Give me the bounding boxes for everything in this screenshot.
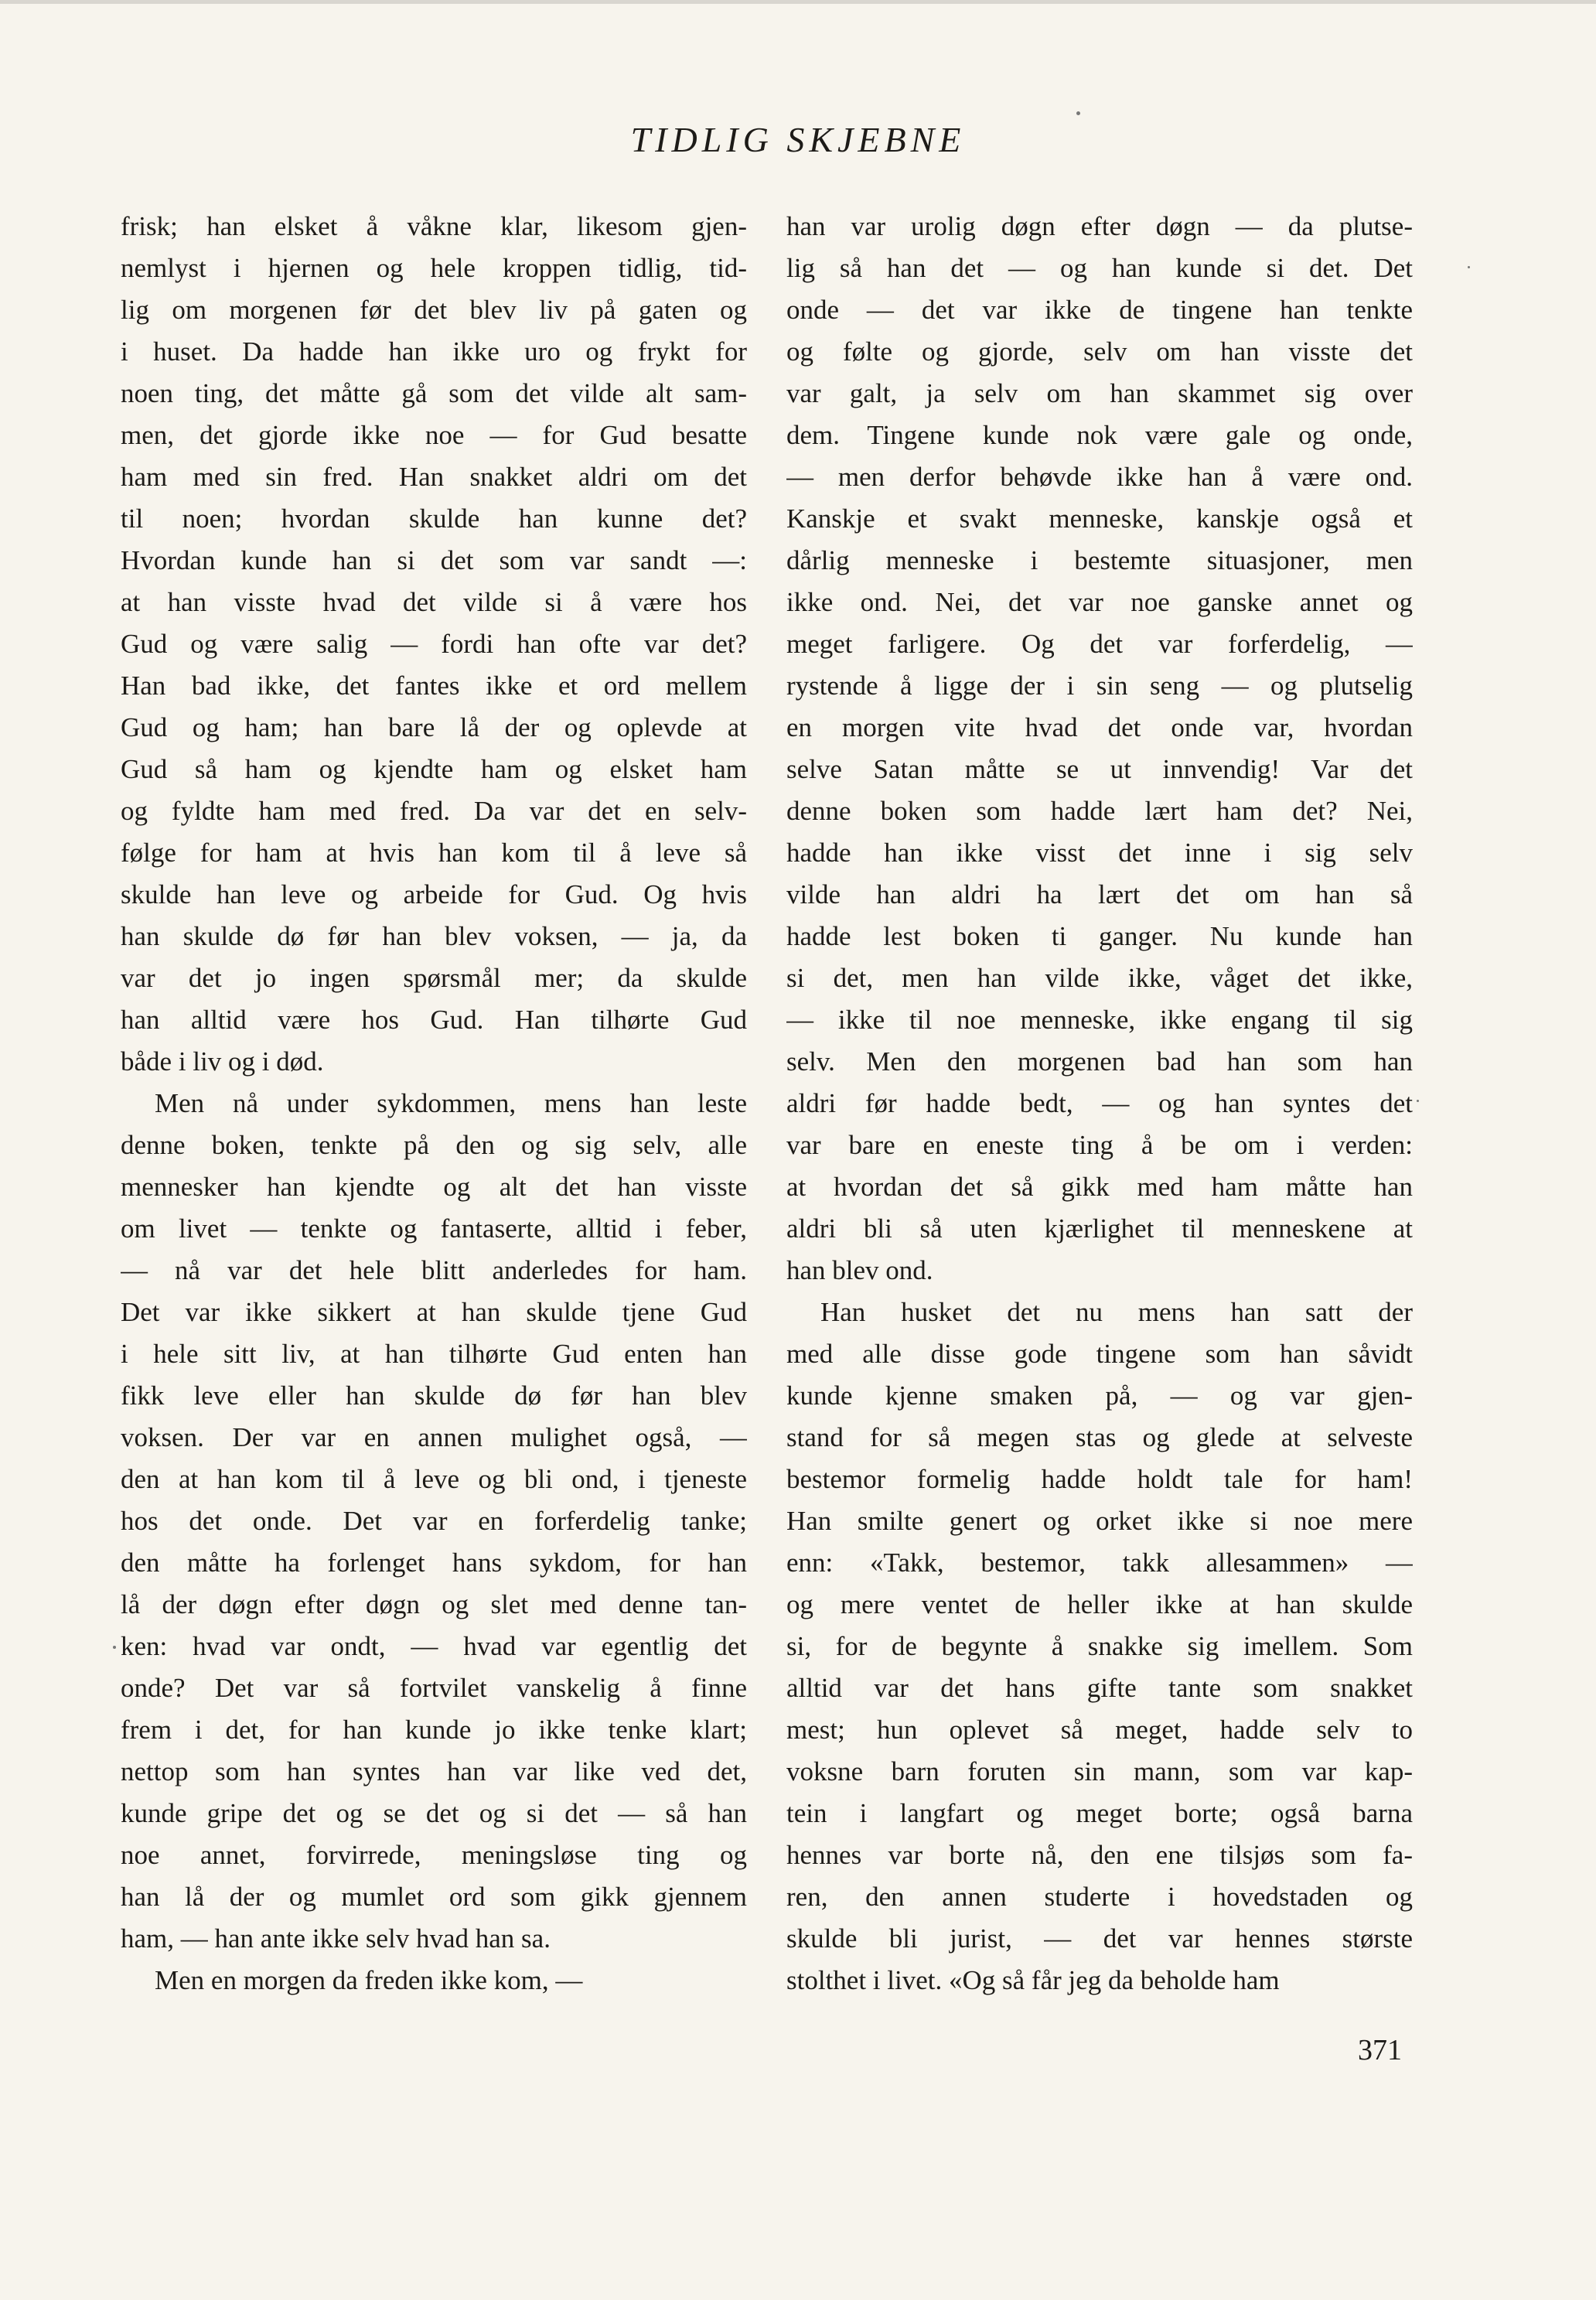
- text-line: Han bad ikke, det fantes ikke et ord mellem: [121, 671, 747, 701]
- text-line: kunde kjenne smaken på, — og var gjen-: [786, 1380, 1413, 1411]
- text-line: han blev ond.: [786, 1255, 933, 1285]
- text-line: noe annet, forvirrede, meningsløse ting og: [121, 1840, 747, 1870]
- print-speck: [1417, 1100, 1419, 1102]
- text-line: ham med sin fred. Han snakket aldri om det: [121, 462, 747, 492]
- text-line: Han smilte genert og orket ikke si noe mere: [786, 1506, 1413, 1536]
- text-line: aldri før hadde bedt, — og han syntes det: [786, 1088, 1413, 1118]
- text-line: han lå der og mumlet ord som gikk gjennem: [121, 1882, 747, 1912]
- text-line: den måtte ha forlenget hans sykdom, for han: [121, 1548, 747, 1578]
- text-line: mennesker han kjendte og alt det han visste: [121, 1172, 747, 1202]
- text-line: vilde han aldri ha lært det om han så: [786, 879, 1413, 909]
- text-line: skulde bli jurist, — det var hennes største: [786, 1923, 1413, 1954]
- text-line: ham, — han ante ikke selv hvad han sa.: [121, 1923, 551, 1954]
- text-line: både i liv og i død.: [121, 1046, 324, 1077]
- text-line: og fyldte ham med fred. Da var det en selv-: [121, 796, 747, 826]
- left-text-column: [121, 206, 747, 2001]
- text-line: lå der døgn efter døgn og slet med denne tan-: [121, 1589, 747, 1619]
- text-line: onde — det var ikke de tingene han tenkte: [786, 295, 1413, 325]
- text-line: fikk leve eller han skulde dø før han blev: [121, 1380, 747, 1411]
- text-line: hadde han ikke visst det inne i sig selv: [786, 838, 1413, 868]
- text-line: rystende å ligge der i sin seng — og plutselig: [786, 671, 1413, 701]
- text-line: han skulde dø før han blev voksen, — ja, da: [121, 921, 747, 951]
- text-line: en morgen vite hvad det onde var, hvordan: [786, 712, 1413, 742]
- text-line: denne boken, tenkte på den og sig selv, alle: [121, 1130, 747, 1160]
- text-line: ikke ond. Nei, det var noe ganske annet og: [786, 587, 1413, 617]
- text-line: og følte og gjorde, selv om han visste det: [786, 336, 1413, 367]
- text-line: og mere ventet de heller ikke at han skulde: [786, 1589, 1413, 1619]
- text-line: voksen. Der var en annen mulighet også, —: [121, 1422, 747, 1452]
- print-speck: [113, 1646, 116, 1649]
- text-line: denne boken som hadde lært ham det? Nei,: [786, 796, 1413, 826]
- text-line: nettop som han syntes han var like ved det,: [121, 1756, 747, 1786]
- text-line: mest; hun oplevet så meget, hadde selv to: [786, 1715, 1413, 1745]
- text-line: — ikke til noe menneske, ikke engang til sig: [786, 1005, 1413, 1035]
- text-line: — nå var det hele blitt anderledes for ham.: [121, 1255, 747, 1285]
- text-line: var galt, ja selv om han skammet sig over: [786, 378, 1413, 408]
- text-line: si, for de begynte å snakke sig imellem. Som: [786, 1631, 1413, 1661]
- text-line: hennes var borte nå, den ene tilsjøs som fa-: [786, 1840, 1413, 1870]
- text-line: bestemor formelig hadde holdt tale for ham!: [786, 1464, 1413, 1494]
- text-line: i hele sitt liv, at han tilhørte Gud enten han: [121, 1339, 747, 1369]
- text-line: han var urolig døgn efter døgn — da plutse-: [786, 211, 1413, 241]
- text-line: Men nå under sykdommen, mens han leste: [155, 1088, 747, 1118]
- print-speck: [1076, 111, 1080, 115]
- text-line: enn: «Takk, bestemor, takk allesammen» —: [786, 1548, 1413, 1578]
- text-line: kunde gripe det og se det og si det — så han: [121, 1798, 747, 1828]
- text-line: dem. Tingene kunde nok være gale og onde,: [786, 420, 1413, 450]
- text-line: følge for ham at hvis han kom til å leve så: [121, 838, 747, 868]
- text-line: aldri bli så uten kjærlighet til menneskene at: [786, 1213, 1413, 1244]
- text-line: selv. Men den morgenen bad han som han: [786, 1046, 1413, 1077]
- text-line: si det, men han vilde ikke, våget det ikke,: [786, 963, 1413, 993]
- text-line: tein i langfart og meget borte; også barna: [786, 1798, 1413, 1828]
- page-number: 371: [1358, 2034, 1402, 2066]
- text-line: med alle disse gode tingene som han såvidt: [786, 1339, 1413, 1369]
- text-line: Kanskje et svakt menneske, kanskje også et: [786, 503, 1413, 534]
- text-line: onde? Det var så fortvilet vanskelig å finne: [121, 1673, 747, 1703]
- text-line: — men derfor behøvde ikke han å være ond.: [786, 462, 1413, 492]
- text-line: Det var ikke sikkert at han skulde tjene Gud: [121, 1297, 747, 1327]
- text-line: var bare en eneste ting å be om i verden:: [786, 1130, 1413, 1160]
- text-line: Hvordan kunde han si det som var sandt —:: [121, 545, 747, 575]
- text-line: stand for så megen stas og glede at selveste: [786, 1422, 1413, 1452]
- text-line: Gud og ham; han bare lå der og oplevde at: [121, 712, 747, 742]
- text-line: til noen; hvordan skulde han kunne det?: [121, 503, 747, 534]
- text-line: stolthet i livet. «Og så får jeg da beholde ham: [786, 1965, 1280, 1995]
- text-line: skulde han leve og arbeide for Gud. Og hvis: [121, 879, 747, 909]
- print-speck: [1468, 266, 1470, 268]
- text-line: han alltid være hos Gud. Han tilhørte Gud: [121, 1005, 747, 1035]
- text-line: ren, den annen studerte i hovedstaden og: [786, 1882, 1413, 1912]
- text-line: Gud så ham og kjendte ham og elsket ham: [121, 754, 747, 784]
- right-text-column: [786, 206, 1413, 2001]
- text-line: om livet — tenkte og fantaserte, alltid i feber,: [121, 1213, 747, 1244]
- text-line: hadde lest boken ti ganger. Nu kunde han: [786, 921, 1413, 951]
- text-line: Men en morgen da freden ikke kom, —: [155, 1965, 583, 1995]
- text-line: men, det gjorde ikke noe — for Gud besatte: [121, 420, 747, 450]
- text-line: at hvordan det så gikk med ham måtte han: [786, 1172, 1413, 1202]
- text-line: lig om morgenen før det blev liv på gaten og: [121, 295, 747, 325]
- text-line: at han visste hvad det vilde si å være hos: [121, 587, 747, 617]
- text-line: voksne barn foruten sin mann, som var kap-: [786, 1756, 1413, 1786]
- text-line: noen ting, det måtte gå som det vilde alt sam-: [121, 378, 747, 408]
- text-line: Gud og være salig — fordi han ofte var det?: [121, 629, 747, 659]
- text-line: i huset. Da hadde han ikke uro og frykt for: [121, 336, 747, 367]
- text-line: den at han kom til å leve og bli ond, i tjeneste: [121, 1464, 747, 1494]
- text-line: lig så han det — og han kunde si det. Det: [786, 253, 1413, 283]
- text-line: ken: hvad var ondt, — hvad var egentlig det: [121, 1631, 747, 1661]
- text-line: nemlyst i hjernen og hele kroppen tidlig, tid-: [121, 253, 747, 283]
- text-line: hos det onde. Det var en forferdelig tanke;: [121, 1506, 747, 1536]
- text-line: frem i det, for han kunde jo ikke tenke klart;: [121, 1715, 747, 1745]
- text-line: meget farligere. Og det var forferdelig, —: [786, 629, 1413, 659]
- text-line: selve Satan måtte se ut innvendig! Var det: [786, 754, 1413, 784]
- text-line: Han husket det nu mens han satt der: [820, 1297, 1413, 1327]
- running-title: TIDLIG SKJEBNE: [630, 120, 966, 159]
- text-line: frisk; han elsket å våkne klar, likesom gjen-: [121, 211, 747, 241]
- text-line: alltid var det hans gifte tante som snakket: [786, 1673, 1413, 1703]
- text-line: var det jo ingen spørsmål mer; da skulde: [121, 963, 747, 993]
- text-line: dårlig menneske i bestemte situasjoner, men: [786, 545, 1413, 575]
